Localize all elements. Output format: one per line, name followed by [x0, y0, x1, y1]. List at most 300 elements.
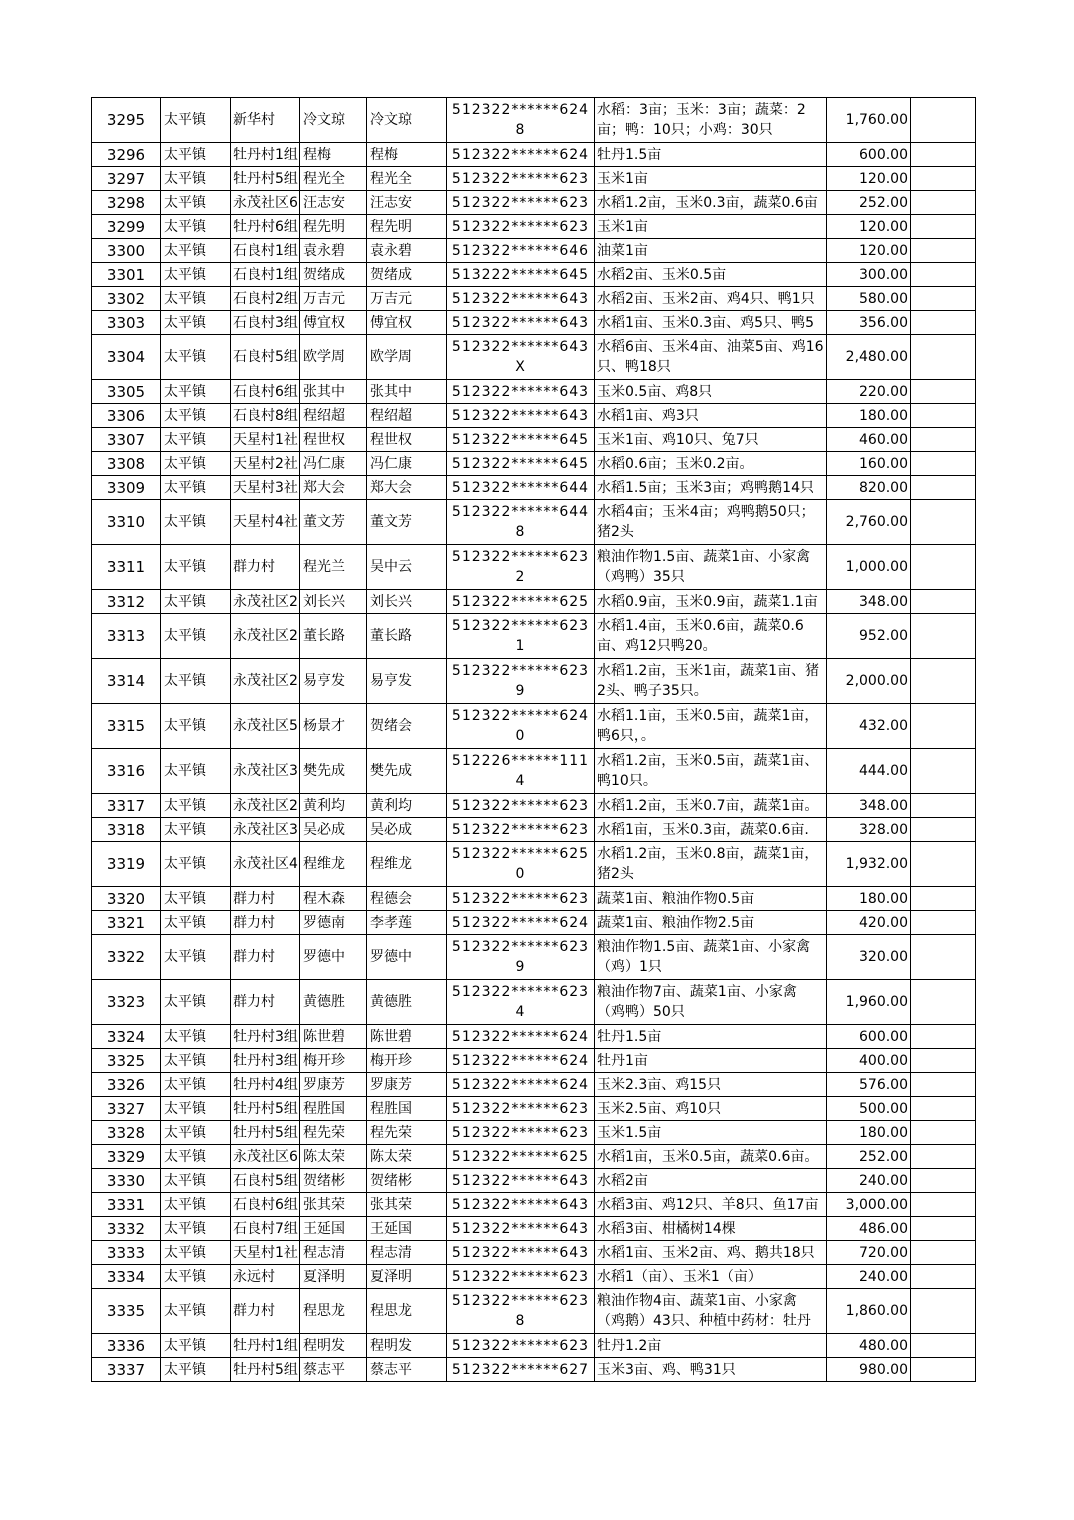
cell-payee-name: 贺绪彬: [367, 1169, 447, 1193]
cell-household-name: 汪志安: [300, 191, 367, 215]
cell-village: 牡丹村5组: [231, 1121, 300, 1145]
cell-id-number: 512322******643: [447, 380, 595, 404]
cell-serial-number: 3301: [92, 263, 161, 287]
cell-payee-name: 程维龙: [367, 842, 447, 887]
cell-description: 水稻1.2亩，玉米1亩，蔬菜1亩、猪2头、鸭子35只。: [595, 659, 827, 704]
cell-description: 牡丹1.5亩: [595, 143, 827, 167]
cell-town: 太平镇: [161, 452, 231, 476]
cell-amount: 220.00: [827, 380, 911, 404]
cell-id-number: 512322******623: [447, 215, 595, 239]
cell-description: 玉米1亩: [595, 215, 827, 239]
cell-town: 太平镇: [161, 404, 231, 428]
cell-payee-name: 董长路: [367, 614, 447, 659]
cell-remarks: [911, 1358, 976, 1382]
cell-village: 天星村4社: [231, 500, 300, 545]
cell-serial-number: 3332: [92, 1217, 161, 1241]
table-row: [92, 704, 976, 749]
table-row: [92, 452, 976, 476]
cell-remarks: [911, 380, 976, 404]
cell-payee-name: 傅宜权: [367, 311, 447, 335]
cell-payee-name: 万吉元: [367, 287, 447, 311]
cell-id-number: 512322******624: [447, 1049, 595, 1073]
cell-household-name: 张其中: [300, 380, 367, 404]
cell-town: 太平镇: [161, 215, 231, 239]
cell-village: 永茂社区2: [231, 614, 300, 659]
cell-town: 太平镇: [161, 335, 231, 380]
cell-remarks: [911, 749, 976, 794]
table-row: [92, 239, 976, 263]
table-row: [92, 887, 976, 911]
cell-town: 太平镇: [161, 1025, 231, 1049]
cell-household-name: 杨景才: [300, 704, 367, 749]
cell-household-name: 程志清: [300, 1241, 367, 1265]
cell-serial-number: 3314: [92, 659, 161, 704]
cell-amount: 252.00: [827, 1145, 911, 1169]
cell-town: 太平镇: [161, 191, 231, 215]
cell-household-name: 程胜国: [300, 1097, 367, 1121]
cell-payee-name: 冷文琼: [367, 98, 447, 143]
cell-household-name: 程绍超: [300, 404, 367, 428]
cell-remarks: [911, 1334, 976, 1358]
cell-village: 牡丹村3组: [231, 1049, 300, 1073]
cell-household-name: 董文芳: [300, 500, 367, 545]
cell-household-name: 黄德胜: [300, 980, 367, 1025]
cell-id-number: 512322******643: [447, 311, 595, 335]
cell-village: 石良村1组: [231, 263, 300, 287]
cell-household-name: 冯仁康: [300, 452, 367, 476]
cell-amount: 2,480.00: [827, 335, 911, 380]
cell-amount: 252.00: [827, 191, 911, 215]
cell-id-number: 512322******645: [447, 452, 595, 476]
cell-village: 石良村3组: [231, 311, 300, 335]
cell-id-number: 512322******6238: [447, 1289, 595, 1334]
cell-remarks: [911, 980, 976, 1025]
cell-id-number: 512322******623: [447, 1097, 595, 1121]
cell-town: 太平镇: [161, 500, 231, 545]
cell-remarks: [911, 452, 976, 476]
cell-serial-number: 3328: [92, 1121, 161, 1145]
cell-remarks: [911, 263, 976, 287]
cell-amount: 444.00: [827, 749, 911, 794]
cell-description: 粮油作物4亩、蔬菜1亩、小家禽（鸡鹅）43只、种植中药材：牡丹: [595, 1289, 827, 1334]
cell-description: 牡丹1.5亩: [595, 1025, 827, 1049]
cell-town: 太平镇: [161, 704, 231, 749]
cell-description: 水稻0.6亩；玉米0.2亩。: [595, 452, 827, 476]
table-row: [92, 191, 976, 215]
cell-serial-number: 3303: [92, 311, 161, 335]
cell-amount: 120.00: [827, 215, 911, 239]
cell-village: 石良村8组: [231, 404, 300, 428]
cell-household-name: 张其荣: [300, 1193, 367, 1217]
table-row: [92, 1097, 976, 1121]
cell-id-number: 512322******643: [447, 1193, 595, 1217]
cell-serial-number: 3326: [92, 1073, 161, 1097]
cell-village: 牡丹村1组: [231, 1334, 300, 1358]
cell-payee-name: 张其中: [367, 380, 447, 404]
table-row: [92, 167, 976, 191]
table-row: [92, 1358, 976, 1382]
cell-serial-number: 3308: [92, 452, 161, 476]
cell-id-number: 512322******6448: [447, 500, 595, 545]
cell-remarks: [911, 842, 976, 887]
cell-town: 太平镇: [161, 1169, 231, 1193]
table-row: [92, 428, 976, 452]
cell-serial-number: 3323: [92, 980, 161, 1025]
cell-household-name: 程光兰: [300, 545, 367, 590]
cell-household-name: 万吉元: [300, 287, 367, 311]
cell-amount: 180.00: [827, 1121, 911, 1145]
cell-village: 新华村: [231, 98, 300, 143]
cell-remarks: [911, 659, 976, 704]
cell-description: 水稻1.2亩，玉米0.8亩，蔬菜1亩，猪2头: [595, 842, 827, 887]
cell-amount: 180.00: [827, 404, 911, 428]
cell-id-number: 513222******645: [447, 263, 595, 287]
cell-town: 太平镇: [161, 263, 231, 287]
cell-description: 牡丹1.2亩: [595, 1334, 827, 1358]
cell-amount: 400.00: [827, 1049, 911, 1073]
cell-remarks: [911, 794, 976, 818]
table-row: [92, 404, 976, 428]
cell-village: 牡丹村3组: [231, 1025, 300, 1049]
cell-household-name: 欧学周: [300, 335, 367, 380]
cell-town: 太平镇: [161, 887, 231, 911]
cell-id-number: 512322******6248: [447, 98, 595, 143]
cell-payee-name: 陈太荣: [367, 1145, 447, 1169]
cell-household-name: 冷文琼: [300, 98, 367, 143]
cell-id-number: 512322******6250: [447, 842, 595, 887]
table-body: [92, 98, 976, 1382]
cell-serial-number: 3307: [92, 428, 161, 452]
cell-description: 水稻1（亩）、玉米1（亩）: [595, 1265, 827, 1289]
cell-amount: 3,000.00: [827, 1193, 911, 1217]
cell-amount: 348.00: [827, 590, 911, 614]
cell-household-name: 易亨发: [300, 659, 367, 704]
cell-village: 永茂社区4: [231, 842, 300, 887]
cell-id-number: 512322******6232: [447, 545, 595, 590]
cell-village: 牡丹村6组: [231, 215, 300, 239]
table-row: [92, 311, 976, 335]
cell-remarks: [911, 428, 976, 452]
cell-amount: 240.00: [827, 1265, 911, 1289]
cell-remarks: [911, 704, 976, 749]
cell-household-name: 陈太荣: [300, 1145, 367, 1169]
cell-remarks: [911, 311, 976, 335]
cell-village: 群力村: [231, 1289, 300, 1334]
table-row: [92, 935, 976, 980]
cell-amount: 460.00: [827, 428, 911, 452]
cell-household-name: 程明发: [300, 1334, 367, 1358]
cell-serial-number: 3320: [92, 887, 161, 911]
cell-amount: 320.00: [827, 935, 911, 980]
cell-description: 蔬菜1亩、粮油作物2.5亩: [595, 911, 827, 935]
cell-serial-number: 3317: [92, 794, 161, 818]
cell-household-name: 罗德中: [300, 935, 367, 980]
table-row: [92, 818, 976, 842]
cell-serial-number: 3336: [92, 1334, 161, 1358]
cell-payee-name: 黄利均: [367, 794, 447, 818]
cell-serial-number: 3330: [92, 1169, 161, 1193]
cell-household-name: 贺绪成: [300, 263, 367, 287]
cell-payee-name: 郑大会: [367, 476, 447, 500]
cell-remarks: [911, 98, 976, 143]
cell-payee-name: 吴必成: [367, 818, 447, 842]
cell-description: 水稻1.2亩，玉米0.3亩，蔬菜0.6亩: [595, 191, 827, 215]
cell-household-name: 罗德南: [300, 911, 367, 935]
cell-village: 永远村: [231, 1265, 300, 1289]
cell-payee-name: 程先荣: [367, 1121, 447, 1145]
table-row: [92, 614, 976, 659]
cell-payee-name: 夏泽明: [367, 1265, 447, 1289]
cell-remarks: [911, 335, 976, 380]
cell-town: 太平镇: [161, 1145, 231, 1169]
cell-amount: 356.00: [827, 311, 911, 335]
cell-description: 玉米1.5亩: [595, 1121, 827, 1145]
cell-payee-name: 蔡志平: [367, 1358, 447, 1382]
cell-town: 太平镇: [161, 935, 231, 980]
cell-household-name: 罗康芳: [300, 1073, 367, 1097]
cell-payee-name: 黄德胜: [367, 980, 447, 1025]
table-row: [92, 659, 976, 704]
cell-household-name: 程先明: [300, 215, 367, 239]
cell-household-name: 程维龙: [300, 842, 367, 887]
cell-town: 太平镇: [161, 428, 231, 452]
table-row: [92, 794, 976, 818]
cell-town: 太平镇: [161, 749, 231, 794]
cell-village: 牡丹村4组: [231, 1073, 300, 1097]
cell-amount: 180.00: [827, 887, 911, 911]
cell-household-name: 陈世碧: [300, 1025, 367, 1049]
cell-household-name: 蔡志平: [300, 1358, 367, 1382]
cell-amount: 1,932.00: [827, 842, 911, 887]
cell-description: 蔬菜1亩、粮油作物0.5亩: [595, 887, 827, 911]
cell-town: 太平镇: [161, 1217, 231, 1241]
cell-serial-number: 3296: [92, 143, 161, 167]
cell-village: 石良村6组: [231, 380, 300, 404]
cell-remarks: [911, 818, 976, 842]
cell-id-number: 512322******624: [447, 143, 595, 167]
cell-amount: 486.00: [827, 1217, 911, 1241]
cell-town: 太平镇: [161, 380, 231, 404]
cell-id-number: 512226******1114: [447, 749, 595, 794]
cell-payee-name: 罗德中: [367, 935, 447, 980]
cell-remarks: [911, 545, 976, 590]
cell-payee-name: 程绍超: [367, 404, 447, 428]
cell-village: 天星村1社: [231, 428, 300, 452]
cell-id-number: 512322******623: [447, 1334, 595, 1358]
cell-village: 永茂社区2: [231, 659, 300, 704]
cell-village: 牡丹村5组: [231, 167, 300, 191]
cell-village: 群力村: [231, 935, 300, 980]
cell-village: 群力村: [231, 887, 300, 911]
cell-description: 水稻6亩、玉米4亩、油菜5亩、鸡16只、鸭18只: [595, 335, 827, 380]
cell-id-number: 512322******627: [447, 1358, 595, 1382]
cell-serial-number: 3324: [92, 1025, 161, 1049]
cell-village: 石良村6组: [231, 1193, 300, 1217]
cell-remarks: [911, 614, 976, 659]
cell-amount: 500.00: [827, 1097, 911, 1121]
cell-household-name: 梅开珍: [300, 1049, 367, 1073]
cell-village: 永茂社区2: [231, 590, 300, 614]
cell-payee-name: 欧学周: [367, 335, 447, 380]
cell-town: 太平镇: [161, 1265, 231, 1289]
cell-remarks: [911, 1169, 976, 1193]
cell-household-name: 黄利均: [300, 794, 367, 818]
cell-id-number: 512322******643X: [447, 335, 595, 380]
cell-id-number: 512322******6239: [447, 659, 595, 704]
cell-description: 水稻1.2亩，玉米0.7亩，蔬菜1亩。: [595, 794, 827, 818]
cell-id-number: 512322******624: [447, 1073, 595, 1097]
table-row: [92, 1145, 976, 1169]
cell-description: 水稻1.1亩，玉米0.5亩，蔬菜1亩，鸭6只，。: [595, 704, 827, 749]
cell-payee-name: 袁永碧: [367, 239, 447, 263]
cell-household-name: 郑大会: [300, 476, 367, 500]
cell-town: 太平镇: [161, 1073, 231, 1097]
cell-description: 玉米3亩、鸡、鸭31只: [595, 1358, 827, 1382]
cell-serial-number: 3335: [92, 1289, 161, 1334]
cell-remarks: [911, 1097, 976, 1121]
cell-serial-number: 3337: [92, 1358, 161, 1382]
cell-remarks: [911, 911, 976, 935]
cell-payee-name: 程志清: [367, 1241, 447, 1265]
cell-serial-number: 3313: [92, 614, 161, 659]
cell-remarks: [911, 1049, 976, 1073]
table-row: [92, 1334, 976, 1358]
cell-description: 水稻1亩，玉米0.5亩，蔬菜0.6亩。: [595, 1145, 827, 1169]
cell-payee-name: 易亨发: [367, 659, 447, 704]
cell-payee-name: 陈世碧: [367, 1025, 447, 1049]
cell-id-number: 512322******623: [447, 818, 595, 842]
cell-remarks: [911, 1289, 976, 1334]
cell-serial-number: 3304: [92, 335, 161, 380]
cell-town: 太平镇: [161, 614, 231, 659]
cell-town: 太平镇: [161, 794, 231, 818]
cell-serial-number: 3327: [92, 1097, 161, 1121]
cell-village: 石良村7组: [231, 1217, 300, 1241]
cell-household-name: 贺绪彬: [300, 1169, 367, 1193]
cell-amount: 820.00: [827, 476, 911, 500]
table-row: [92, 1265, 976, 1289]
cell-id-number: 512322******645: [447, 428, 595, 452]
cell-remarks: [911, 1241, 976, 1265]
cell-serial-number: 3316: [92, 749, 161, 794]
cell-description: 水稻1亩、玉米0.3亩、鸡5只、鸭5: [595, 311, 827, 335]
cell-remarks: [911, 191, 976, 215]
cell-village: 永茂社区6: [231, 1145, 300, 1169]
cell-amount: 2,760.00: [827, 500, 911, 545]
cell-description: 玉米1亩、鸡10只、兔7只: [595, 428, 827, 452]
cell-serial-number: 3309: [92, 476, 161, 500]
cell-remarks: [911, 1025, 976, 1049]
cell-payee-name: 张其荣: [367, 1193, 447, 1217]
cell-town: 太平镇: [161, 1241, 231, 1265]
cell-description: 水稻2亩: [595, 1169, 827, 1193]
cell-household-name: 程梅: [300, 143, 367, 167]
cell-amount: 600.00: [827, 1025, 911, 1049]
cell-town: 太平镇: [161, 143, 231, 167]
cell-amount: 1,860.00: [827, 1289, 911, 1334]
cell-remarks: [911, 887, 976, 911]
cell-id-number: 512322******646: [447, 239, 595, 263]
cell-payee-name: 梅开珍: [367, 1049, 447, 1073]
table-row: [92, 1241, 976, 1265]
table-row: [92, 1121, 976, 1145]
cell-household-name: 程世权: [300, 428, 367, 452]
cell-description: 水稻1亩、玉米2亩、鸡、鹅共18只: [595, 1241, 827, 1265]
cell-village: 天星村1社: [231, 1241, 300, 1265]
cell-amount: 420.00: [827, 911, 911, 935]
cell-village: 永茂社区5: [231, 704, 300, 749]
cell-serial-number: 3325: [92, 1049, 161, 1073]
cell-description: 玉米2.3亩、鸡15只: [595, 1073, 827, 1097]
cell-household-name: 夏泽明: [300, 1265, 367, 1289]
cell-serial-number: 3305: [92, 380, 161, 404]
cell-payee-name: 贺绪成: [367, 263, 447, 287]
cell-amount: 240.00: [827, 1169, 911, 1193]
cell-id-number: 512322******623: [447, 167, 595, 191]
cell-remarks: [911, 239, 976, 263]
cell-id-number: 512322******625: [447, 590, 595, 614]
cell-household-name: 王延国: [300, 1217, 367, 1241]
cell-serial-number: 3331: [92, 1193, 161, 1217]
cell-village: 石良村2组: [231, 287, 300, 311]
table-row: [92, 263, 976, 287]
cell-id-number: 512322******6231: [447, 614, 595, 659]
cell-remarks: [911, 1265, 976, 1289]
cell-household-name: 程木森: [300, 887, 367, 911]
table-row: [92, 500, 976, 545]
cell-payee-name: 王延国: [367, 1217, 447, 1241]
cell-town: 太平镇: [161, 818, 231, 842]
cell-town: 太平镇: [161, 659, 231, 704]
cell-payee-name: 汪志安: [367, 191, 447, 215]
cell-village: 石良村5组: [231, 1169, 300, 1193]
cell-payee-name: 程思龙: [367, 1289, 447, 1334]
cell-id-number: 512322******6234: [447, 980, 595, 1025]
cell-town: 太平镇: [161, 1358, 231, 1382]
table-row: [92, 590, 976, 614]
cell-town: 太平镇: [161, 1334, 231, 1358]
cell-description: 水稻1.4亩，玉米0.6亩，蔬菜0.6亩、鸡12只鸭20。: [595, 614, 827, 659]
cell-amount: 952.00: [827, 614, 911, 659]
table-row: [92, 911, 976, 935]
cell-town: 太平镇: [161, 590, 231, 614]
table-row: [92, 1049, 976, 1073]
cell-village: 天星村3社: [231, 476, 300, 500]
cell-town: 太平镇: [161, 842, 231, 887]
cell-serial-number: 3329: [92, 1145, 161, 1169]
cell-town: 太平镇: [161, 1121, 231, 1145]
cell-serial-number: 3318: [92, 818, 161, 842]
cell-remarks: [911, 167, 976, 191]
cell-description: 粮油作物1.5亩、蔬菜1亩、小家禽（鸡）1只: [595, 935, 827, 980]
cell-serial-number: 3315: [92, 704, 161, 749]
cell-id-number: 512322******623: [447, 1265, 595, 1289]
cell-amount: 120.00: [827, 239, 911, 263]
cell-village: 永茂社区3: [231, 749, 300, 794]
cell-amount: 980.00: [827, 1358, 911, 1382]
cell-serial-number: 3333: [92, 1241, 161, 1265]
cell-payee-name: 樊先成: [367, 749, 447, 794]
cell-serial-number: 3298: [92, 191, 161, 215]
cell-description: 水稻2亩、玉米2亩、鸡4只、鸭1只: [595, 287, 827, 311]
cell-village: 永茂社区2: [231, 794, 300, 818]
cell-description: 水稻2亩、玉米0.5亩: [595, 263, 827, 287]
cell-description: 水稻1.2亩，玉米0.5亩，蔬菜1亩、鸭10只。: [595, 749, 827, 794]
cell-amount: 720.00: [827, 1241, 911, 1265]
cell-town: 太平镇: [161, 1097, 231, 1121]
cell-village: 群力村: [231, 980, 300, 1025]
cell-household-name: 程光全: [300, 167, 367, 191]
